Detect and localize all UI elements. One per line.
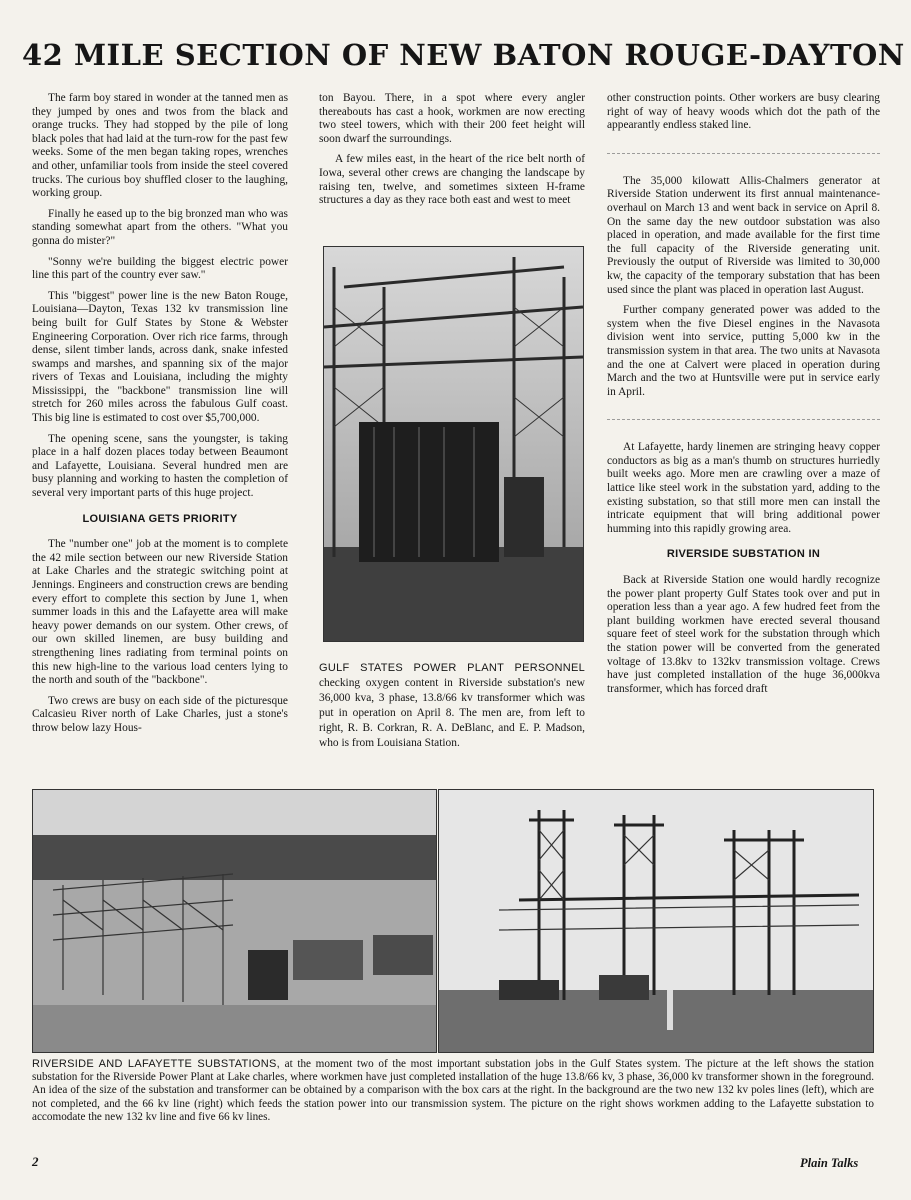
paragraph: This "biggest" power line is the new Baton Rouge, Louisiana—Dayton, Texas 132 kv transmission line being built for Gulf States by Stone & Webster Engineering Corporation. Over rich rice farms, through dense, silent timber lands, across dank, snake infested swamps and marshes, and spanning six of the major rivers of Texas and Louisiana, including the mighty Mississippi, the "backbone" transmission line will stretch for 260 miles across the fabulous Gulf coast. This big line is estimated to cost over $5,700,000.	[32, 289, 288, 425]
paragraph: ton Bayou. There, in a spot where every angler thereabouts has cast a hook, workmen are now erecting two steel towers, which with their 200 feet height will soon dwarf the surroundings.	[319, 92, 585, 145]
paragraph: The farm boy stared in wonder at the tanned men as they jumped by ones and twos from the black and orange trucks. They had stopped by the pile of long black poles that had laid at the turn-row for the past few weeks. Some of the men began taking ropes, wrenches and other, unfamiliar tools from inside the steel covered trucks. The curious boy shuffled closer to the laughing, working group.	[32, 92, 288, 200]
caption-body: at the moment two of the most important substation jobs in the Gulf States system. The picture at the left shows the station substation for the Riverside Power Plant at Lake charles, where workmen have just completed installation of the huge 13.8/66 kv, 3 phase, 36,000 kv transformer shown in the foreground. An idea of the size of the substation and transformer can be obtained by a comparison with the box cars at the right. In the background are the two new 132 kv poles lines (left), which are not completed, and the 66 kv line (right) which feeds the station power into our transmission system. The picture on the right shows workmen adding to the Lafayette substation to accomodate the new 132 kv line and five 66 kv lines.	[32, 1058, 874, 1123]
paragraph: The "number one" job at the moment is to complete the 42 mile section between our new Riverside Station at Lake Charles and the strategic switching point at Jennings. Engineers and construction crews are bending every effort to complete this section by June 1, when summer loads in this and the Lafayette area will make heavy power demands on our system. Other crews, of our own skilled linemen, are busy building and strengthening lines radiating from terminal points on this new high-line to the various load centers lying to the north and south of the "backbone".	[32, 538, 288, 687]
divider	[607, 149, 880, 157]
page-number: 2	[32, 1154, 39, 1169]
column-1	[32, 92, 288, 743]
caption-lead: RIVERSIDE AND LAFAYETTE SUBSTATIONS,	[32, 1058, 280, 1070]
photo-riverside-substation	[32, 789, 437, 1053]
headline: 42 MILE SECTION OF NEW BATON ROUGE-DAYTON	[22, 38, 905, 72]
caption-body: checking oxygen content in Riverside substation's new 36,000 kva, 3 phase, 13.8/66 kv transformer which was put in operation on April 8. The men are, from left to right, R. B. Corkran, R. A. DeBlanc, and E. P. Madson, who is from Louisiana Station.	[319, 677, 585, 749]
paragraph: other construction points. Other workers are busy clearing right of way of heavy woods which dot the path of the appearantly endless staked line.	[607, 92, 880, 132]
photo-caption-personnel	[319, 661, 585, 751]
subheading-riverside: RIVERSIDE SUBSTATION IN	[666, 548, 821, 561]
paragraph: Finally he eased up to the big bronzed man who was standing somewhat apart from the others. "What you gonna do mister?"	[32, 207, 288, 247]
paragraph: The opening scene, sans the youngster, is taking place in a half dozen places today between Beaumont and Lafayette, Louisiana. Several hundred men are busy planning and working to hasten the completion of several very important parts of this huge project.	[32, 432, 288, 500]
column-2	[319, 92, 585, 215]
paragraph: "Sonny we're building the biggest electric power line this part of the country ever saw."	[32, 255, 288, 282]
column-3	[607, 92, 880, 703]
photo-lafayette-substation	[438, 789, 874, 1053]
paragraph: Back at Riverside Station one would hardly recognize the power plant property Gulf States took over and put in operation less than a year ago. A few hudred feet from the plant building workmen have erected several thousand square feet of steel work for the substation through which the station power will be converted from the generated voltage of 13.8kv to 132kv transmission voltage. Crews have just completed installation of the huge 36,000kva transformer, which has forced draft	[607, 574, 880, 695]
paragraph: Further company generated power was added to the system when the five Diesel engines in the Navasota division went into service, putting 5,000 kw in the transmission system in that area. The two units at Navasota and the one at Calvert were placed in operation during March and the two at Huntsville were put in service early in April.	[607, 304, 880, 398]
paragraph: The 35,000 kilowatt Allis-Chalmers generator at Riverside Station underwent its first annual maintenance-overhaul on March 13 and went back in service on April 8. On the same day the new outdoor substation was also placed in operation, and made available for the first time the full capacity of the Riverside generating unit. Previously the output of Riverside was limited to 30,000 kw, the capacity of the temporary substation that has been used since the plant was placed in operation last August.	[607, 174, 880, 296]
caption-lead: GULF STATES POWER PLANT PERSONNEL	[319, 662, 585, 674]
paragraph: Two crews are busy on each side of the picturesque Calcasieu River north of Lake Charles, just a stone's throw below lazy Hous-	[32, 694, 288, 734]
divider	[607, 415, 880, 423]
paragraph: At Lafayette, hardy linemen are stringing heavy copper conductors as big as a man's thumb on structures hurriedly built weeks ago. More men are crawling over a maze of lattice like steel work in the substation yard, adding to the existing substation, so that still more men can install the intricate equipment that will bring additional power humming into this rapidly growing area.	[607, 441, 880, 535]
subheading-louisiana: LOUISIANA GETS PRIORITY	[82, 512, 238, 525]
magazine-title: Plain Talks	[800, 1156, 859, 1170]
photo-transformer-personnel	[323, 246, 584, 642]
paragraph: A few miles east, in the heart of the rice belt north of Iowa, several other crews are changing the landscape by raising ten, twelve, and sometimes sixteen H-frame structures a day as they race both east and west to meet	[319, 153, 585, 207]
photo-caption-substations	[32, 1058, 874, 1124]
